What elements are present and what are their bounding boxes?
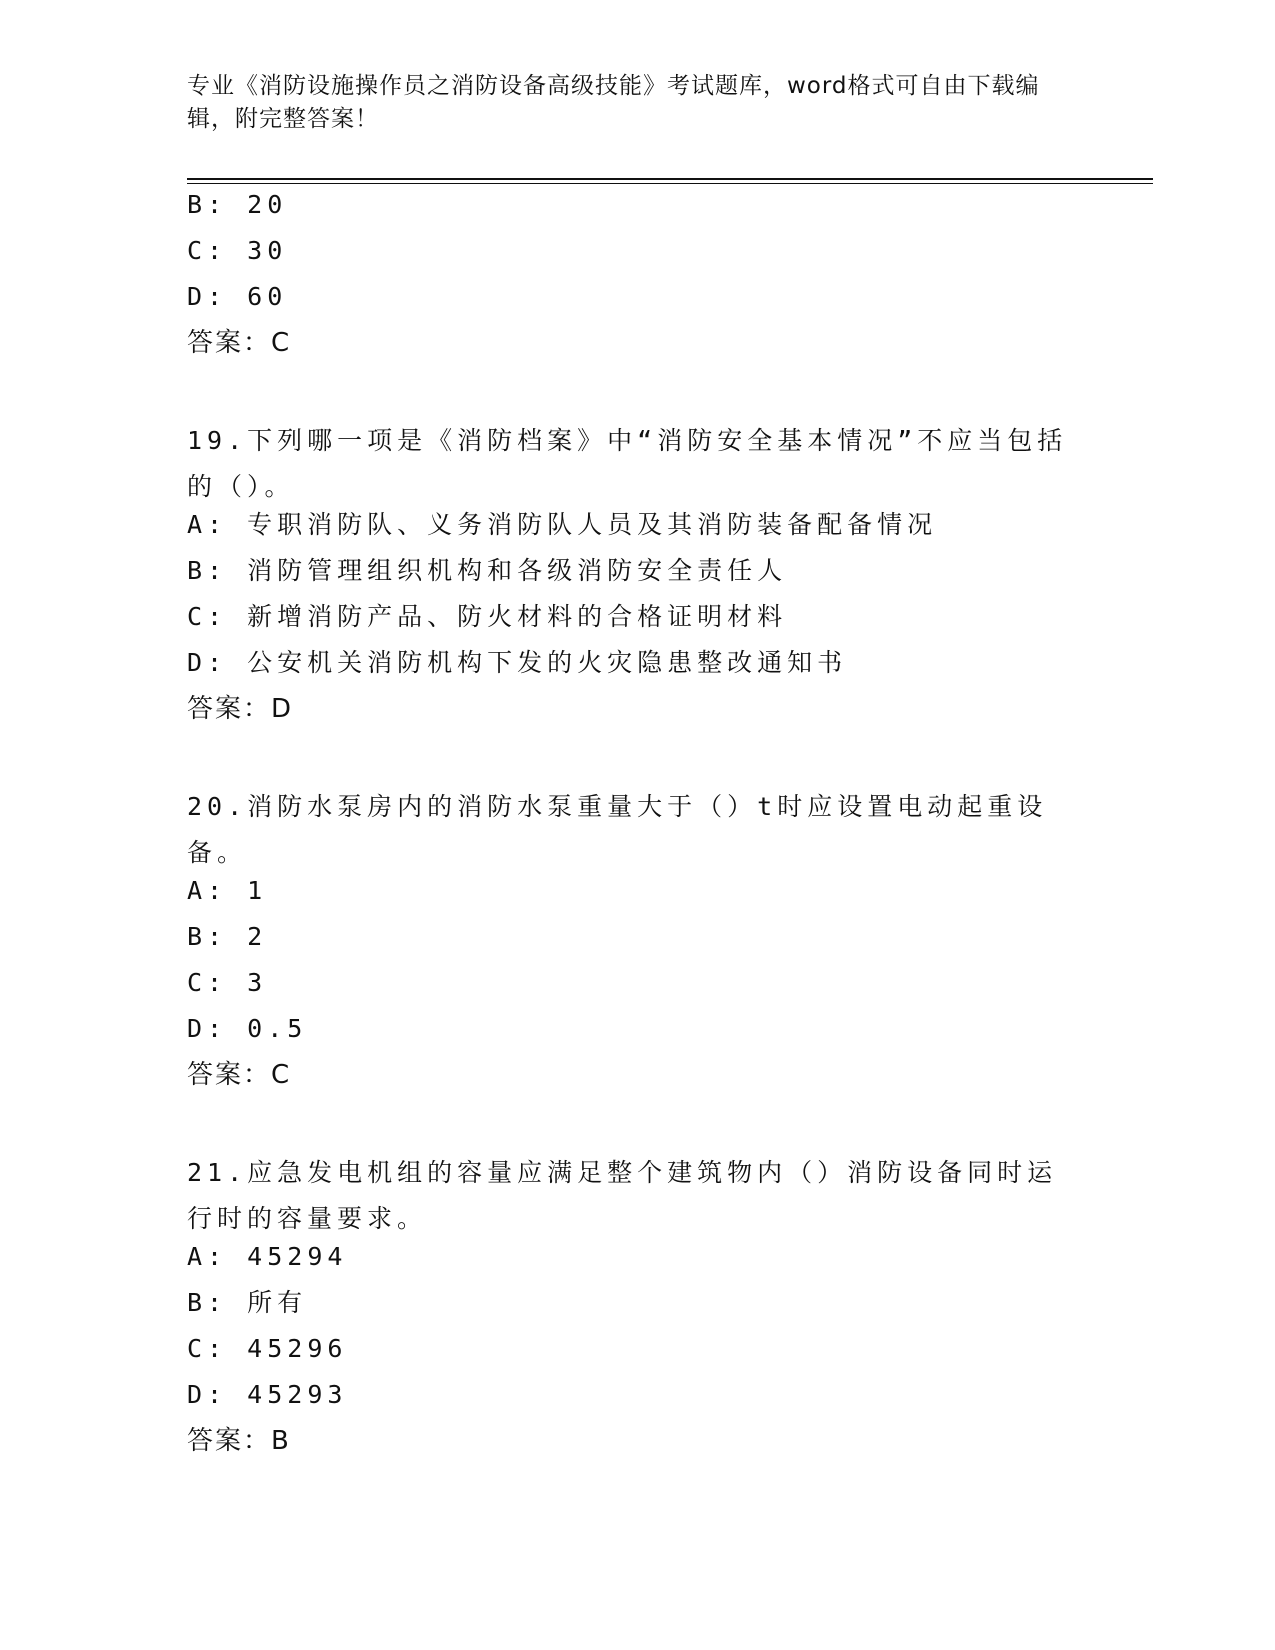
option-text: 20 bbox=[247, 190, 288, 219]
option-text: 消防管理组织机构和各级消防安全责任人 bbox=[247, 556, 788, 585]
question-title: 20.消防水泵房内的消防水泵重量大于（）t时应设置电动起重设备。 bbox=[187, 792, 1048, 867]
document-header: 专业《消防设施操作员之消防设备高级技能》考试题库，word格式可自由下载编辑，附完整答案！ bbox=[187, 73, 1040, 132]
option-row bbox=[187, 1288, 1087, 1334]
answer-line: 答案：B bbox=[187, 1426, 291, 1456]
option-label: B: bbox=[187, 922, 228, 951]
option-row bbox=[187, 1380, 1087, 1426]
option-label: D: bbox=[187, 1380, 228, 1409]
answer-line: 答案：D bbox=[187, 694, 294, 724]
spacer bbox=[187, 374, 1087, 418]
option-row bbox=[187, 602, 1087, 648]
option-row bbox=[187, 282, 1087, 328]
option-row bbox=[187, 1334, 1087, 1380]
option-text: 45293 bbox=[247, 1380, 348, 1409]
question-content bbox=[187, 190, 1087, 1472]
option-text: 60 bbox=[247, 282, 288, 311]
option-text: 3 bbox=[247, 968, 268, 997]
option-row bbox=[187, 1014, 1087, 1060]
option-row bbox=[187, 648, 1087, 694]
option-text: 45296 bbox=[247, 1334, 348, 1363]
question-20 bbox=[187, 784, 1087, 1106]
spacer bbox=[187, 1106, 1087, 1150]
option-text: 0.5 bbox=[247, 1014, 308, 1043]
option-row bbox=[187, 968, 1087, 1014]
header-divider-thick bbox=[187, 178, 1153, 180]
option-label: B: bbox=[187, 1288, 228, 1317]
option-label: A: bbox=[187, 1242, 228, 1271]
option-text: 2 bbox=[247, 922, 268, 951]
option-text: 公安机关消防机构下发的火灾隐患整改通知书 bbox=[247, 648, 848, 677]
answer-line: 答案：C bbox=[187, 1060, 292, 1090]
option-text: 45294 bbox=[247, 1242, 348, 1271]
option-row bbox=[187, 190, 1087, 236]
option-label: C: bbox=[187, 968, 228, 997]
option-label: D: bbox=[187, 282, 228, 311]
option-text: 30 bbox=[247, 236, 288, 265]
answer-line: 答案：C bbox=[187, 328, 292, 358]
spacer bbox=[187, 740, 1087, 784]
option-row bbox=[187, 922, 1087, 968]
option-label: A: bbox=[187, 510, 228, 539]
option-text: 新增消防产品、防火材料的合格证明材料 bbox=[247, 602, 788, 631]
option-label: A: bbox=[187, 876, 228, 905]
option-label: C: bbox=[187, 1334, 228, 1363]
question-19 bbox=[187, 418, 1087, 740]
option-row bbox=[187, 510, 1087, 556]
question-21 bbox=[187, 1150, 1087, 1472]
option-label: D: bbox=[187, 648, 228, 677]
prev-question bbox=[187, 190, 1087, 374]
option-label: B: bbox=[187, 556, 228, 585]
option-label: B: bbox=[187, 190, 228, 219]
header-divider-thin bbox=[187, 183, 1153, 184]
option-label: C: bbox=[187, 602, 228, 631]
option-label: C: bbox=[187, 236, 228, 265]
option-text: 所有 bbox=[247, 1288, 308, 1317]
option-text: 1 bbox=[247, 876, 268, 905]
question-title: 21.应急发电机组的容量应满足整个建筑物内（）消防设备同时运行时的容量要求。 bbox=[187, 1158, 1058, 1233]
option-label: D: bbox=[187, 1014, 228, 1043]
option-row bbox=[187, 236, 1087, 282]
option-row bbox=[187, 876, 1087, 922]
option-text: 专职消防队、义务消防队人员及其消防装备配备情况 bbox=[247, 510, 938, 539]
option-row bbox=[187, 1242, 1087, 1288]
option-row bbox=[187, 556, 1087, 602]
question-title: 19.下列哪一项是《消防档案》中“消防安全基本情况”不应当包括的（）。 bbox=[187, 426, 1068, 501]
